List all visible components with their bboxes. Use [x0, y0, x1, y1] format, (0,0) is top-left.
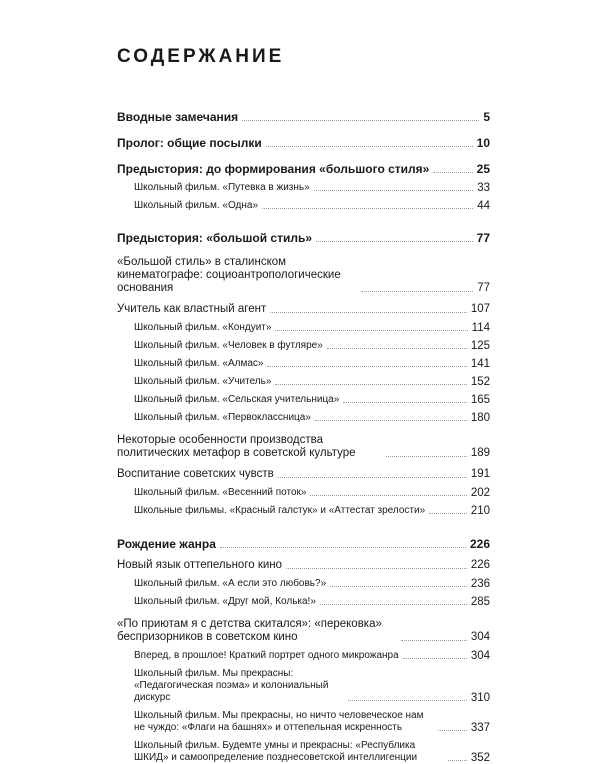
dot-leader	[315, 420, 467, 421]
toc-entry-title: «Большой стиль» в сталинском кинематографе: социоантропологические основания	[117, 256, 341, 294]
toc-entry-page: 141	[470, 358, 490, 370]
toc-entry	[117, 596, 490, 608]
toc-entry-page: 304	[470, 631, 490, 643]
toc-entry-title: Школьный фильм. «Первоклассница»	[134, 412, 311, 423]
toc-entry	[117, 650, 490, 662]
toc-entry-title: Предыстория: до формирования «большого стиля»	[117, 162, 430, 176]
dot-leader	[348, 700, 467, 701]
toc-entry-title: Школьный фильм. Будемте умны и прекрасны: «Республика ШКИД» и самоопределение позднесоветской интеллигенции	[134, 740, 418, 763]
toc-entry-title: Вперед, в прошлое! Краткий портрет одного микрожанра	[134, 650, 399, 661]
dot-leader	[401, 640, 467, 641]
dot-leader	[448, 760, 467, 761]
toc-entry	[117, 434, 490, 460]
toc-entry-title: Школьный фильм. Мы прекрасны, но ничто человеческое нам не чуждо: «Флаги на башнях» и оттепельная искренность	[134, 710, 424, 733]
dot-leader	[361, 291, 473, 292]
toc-entry-page: 5	[483, 110, 490, 124]
toc-entry-page: 114	[471, 322, 490, 334]
dot-leader	[220, 547, 466, 548]
toc-entry-title: «По приютам я с детства скитался»: «перековка» беспризорников в советском кино	[117, 618, 382, 643]
dot-leader	[275, 330, 467, 331]
toc-entry-page: 226	[470, 559, 490, 571]
toc-entry	[117, 559, 490, 572]
toc-entry-title: Школьный фильм. «Алмас»	[134, 358, 264, 369]
table-of-contents	[117, 104, 490, 764]
toc-entry	[117, 303, 490, 316]
toc-entry-page: 77	[477, 282, 490, 294]
toc-entry	[117, 468, 490, 481]
toc-entry-title: Школьные фильмы. «Красный галстук» и «Аттестат зрелости»	[134, 505, 426, 516]
toc-entry-title: Школьный фильм. «Одна»	[134, 200, 259, 211]
dot-leader	[320, 604, 467, 605]
toc-entry-title: Школьный фильм. «Друг мой, Колька!»	[134, 596, 316, 607]
toc-entry	[117, 376, 490, 388]
toc-entry-title: Предыстория: «большой стиль»	[117, 231, 313, 245]
toc-entry-page: 352	[470, 752, 490, 764]
dot-leader	[262, 208, 473, 209]
toc-entry-title: Воспитание советских чувств	[117, 468, 274, 480]
dot-leader	[343, 402, 467, 403]
toc-entry-title: Рождение жанра	[117, 537, 216, 551]
toc-entry	[117, 358, 490, 370]
toc-entry-title: Школьный фильм. «Путевка в жизнь»	[134, 182, 310, 193]
toc-entry-title: Школьный фильм. «Человек в футляре»	[134, 340, 323, 351]
dot-leader	[286, 568, 467, 569]
toc-entry-page: 226	[469, 537, 490, 551]
dot-leader	[327, 348, 467, 349]
toc-entry-page: 285	[470, 596, 490, 608]
toc-entry-title: Новый язык оттепельного кино	[117, 559, 283, 571]
toc-entry-page: 33	[477, 182, 490, 194]
dot-leader	[267, 366, 466, 367]
toc-entry-page: 337	[470, 722, 490, 734]
toc-entry	[117, 137, 490, 150]
dot-leader	[403, 658, 467, 659]
toc-entry-title: Учитель как властный агент	[117, 303, 267, 315]
toc-entry-page: 202	[470, 487, 490, 499]
dot-leader	[438, 730, 467, 731]
toc-entry	[117, 394, 490, 406]
toc-entry-page: 125	[470, 340, 490, 352]
dot-leader	[310, 495, 466, 496]
dot-leader	[433, 172, 472, 173]
toc-entry-page: 210	[470, 505, 490, 517]
toc-entry	[117, 538, 490, 551]
toc-entry-page: 304	[470, 650, 490, 662]
toc-entry-page: 10	[476, 136, 490, 150]
toc-entry-page: 180	[470, 412, 490, 424]
dot-leader	[429, 513, 467, 514]
toc-entry-page: 77	[476, 231, 490, 245]
toc-entry	[117, 505, 490, 517]
toc-entry	[117, 256, 490, 295]
page-title: СОДЕРЖАНИЕ	[117, 46, 285, 67]
toc-entry-page: 165	[470, 394, 490, 406]
toc-entry-page: 310	[470, 692, 490, 704]
toc-entry	[117, 487, 490, 499]
toc-entry	[117, 740, 490, 764]
dot-leader	[275, 384, 466, 385]
dot-leader	[330, 586, 467, 587]
toc-entry-title: Школьный фильм. «Весенний поток»	[134, 487, 307, 498]
toc-entry	[117, 618, 490, 644]
toc-entry-page: 152	[470, 376, 490, 388]
dot-leader	[242, 120, 479, 121]
toc-entry-page: 107	[470, 303, 490, 315]
toc-entry	[117, 232, 490, 245]
toc-entry	[117, 668, 490, 704]
toc-entry-title: Вводные замечания	[117, 110, 239, 124]
toc-entry	[117, 412, 490, 424]
toc-entry-title: Некоторые особенности производства политических метафор в советской культуре	[117, 434, 356, 459]
dot-leader	[316, 241, 473, 242]
toc-entry	[117, 182, 490, 194]
dot-leader	[386, 456, 467, 457]
toc-entry-page: 236	[470, 578, 490, 590]
toc-entry	[117, 710, 490, 734]
toc-entry	[117, 322, 490, 334]
toc-entry-title: Школьный фильм. Мы прекрасны: «Педагогическая поэма» и колониальный дискурс	[134, 668, 329, 703]
toc-entry-page: 191	[470, 468, 490, 480]
dot-leader	[270, 312, 467, 313]
toc-entry-title: Школьный фильм. «Учитель»	[134, 376, 272, 387]
toc-entry-title: Школьный фильм. «А если это любовь?»	[134, 578, 327, 589]
dot-leader	[266, 146, 473, 147]
toc-entry	[117, 163, 490, 176]
toc-entry	[117, 578, 490, 590]
toc-entry	[117, 340, 490, 352]
toc-entry	[117, 200, 490, 212]
toc-entry-page: 44	[477, 200, 490, 212]
toc-entry-title: Школьный фильм. «Сельская учительница»	[134, 394, 340, 405]
toc-entry-page: 189	[470, 447, 490, 459]
toc-entry-title: Школьный фильм. «Кондуит»	[134, 322, 272, 333]
toc-entry	[117, 111, 490, 124]
dot-leader	[278, 477, 467, 478]
toc-entry-title: Пролог: общие посылки	[117, 136, 262, 150]
dot-leader	[314, 190, 474, 191]
toc-entry-page: 25	[476, 162, 490, 176]
